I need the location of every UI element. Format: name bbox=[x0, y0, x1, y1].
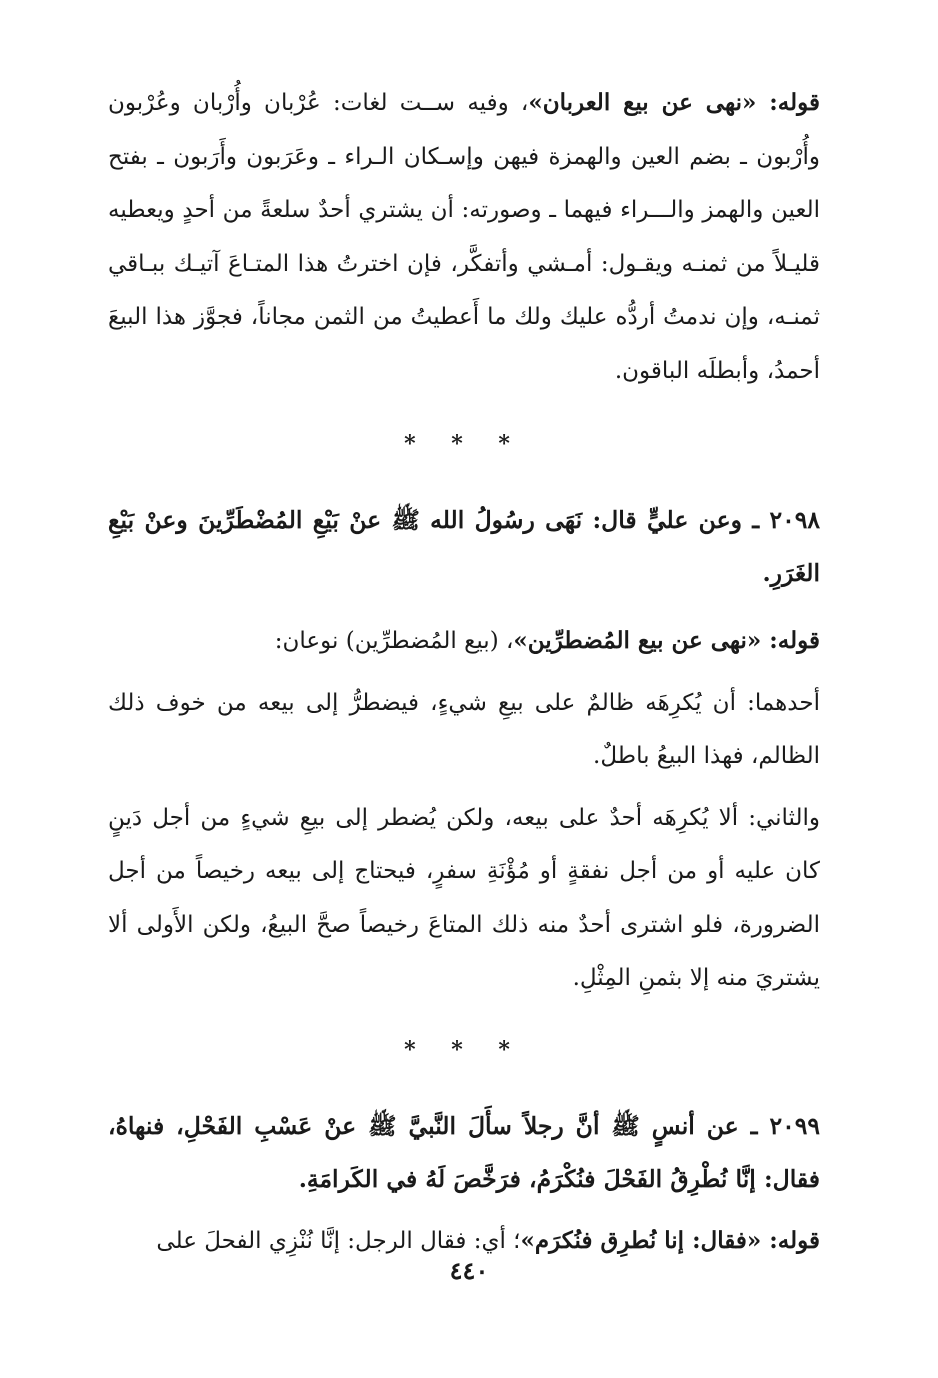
hadith-2098: ٢٠٩٨ ـ وعن عليٍّ قال: نَهَى رسُولُ الله ﷺ عنْ بَيْعِ المُضْطَرِّينَ وعنْ بَيْعِ الغَرَرِ. bbox=[108, 506, 820, 587]
hadith-2099: ٢٠٩٩ ـ عن أنسٍ ﷺ أنَّ رجلاً سأَلَ النَّبيَّ ﷺ عنْ عَسْبِ الفَحْلِ، فنهاهُ، فقال: إنَّا نُطْرِقُ الفَحْلَ فنُكْرَمُ، فرَخَّصَ لَهُ في الكَرامَةِ. bbox=[108, 1111, 820, 1193]
paragraph-first-type: أحدهما: أن يُكرِهَه ظالمٌ على بيعِ شيءٍ، فيضطرُّ إلى بيعه من خوف ذلك الظالم، فهذا البيعُ باطلٌ. bbox=[108, 689, 820, 769]
quote-label: قوله: «نهى عن بيع المُضطرِّين» bbox=[513, 627, 820, 654]
paragraph-urban-sale bbox=[108, 76, 820, 398]
paragraph-text: ؛ أي: فقال الرجل: إنَّا نُنْزِي الفحلَ على bbox=[156, 1227, 521, 1254]
quote-label: قوله: «نهى عن بيع العربان» bbox=[528, 89, 820, 116]
paragraph-compelled-sale bbox=[108, 614, 820, 669]
page-number: ٤٤٠ bbox=[449, 1256, 489, 1285]
section-separator: * * * bbox=[404, 431, 524, 457]
paragraph-second-type: والثاني: ألا يُكرِهَه أحدٌ على بيعه، ولكن يُضطر إلى بيعِ شيءٍ من أجل دَينٍ كان عليه أو من أجل نفقةٍ أو مُؤْنَةِ سفرٍ، فيحتاج إلى بيعه رخيصاً من أجل الضرورة، فلو اشترى أحدٌ منه ذلك المتاعَ رخيصاً صحَّ البيعُ، ولكن الأَولى ألا يشتريَ منه إلا بثمنِ المِثْلِ. bbox=[108, 804, 820, 991]
paragraph-text: ، (بيع المُضطرِّين) نوعان: bbox=[274, 628, 514, 654]
quote-label: قوله: «فقال: إنا نُطرِق فنُكرَم» bbox=[520, 1226, 820, 1254]
paragraph-text: ، وفيه ســت لغات: عُرْبان وأُرْبان وعُرْبون وأُرْبون ـ بضم العين والهمزة فيهن وإسـكان الـراء ـ وعَرَبون وأَرَبون ـ بفتح العين والهمز والـــراء فيهما ـ وصورته: أن يشتري أحدٌ سلعةً من أحدٍ ويعطيه قليـلاً من ثمنـه ويقـول: أمـشي وأتفكَّر، فإن اخترتُ هذا المتـاعَ آتيـك ببـاقي ثمنـه، وإن ندمتُ أردُّه عليك ولك ما أَعطيتُ من الثمن مجاناً، فجوَّز هذا البيعَ أحمدُ، وأبطلَه الباقون. bbox=[108, 90, 820, 384]
section-separator: * * * bbox=[404, 1036, 524, 1063]
